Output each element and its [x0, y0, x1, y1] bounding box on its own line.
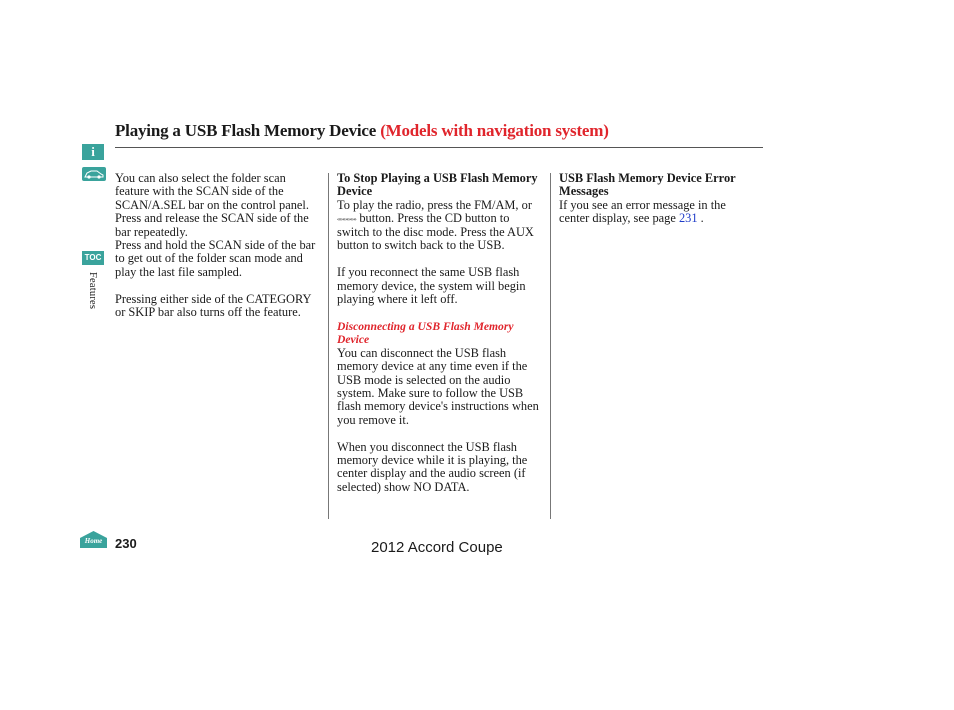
- title-sub: (Models with navigation system): [380, 121, 609, 140]
- page-number: 230: [115, 536, 137, 551]
- col2-paragraph-1: To play the radio, press the FM/AM, or «»»»»»» button. Press the CD button to switch to the disc mode. Press the AUX button to switch back to the USB.: [337, 197, 534, 253]
- toc-icon[interactable]: TOC: [82, 251, 104, 265]
- column-divider-2: [550, 173, 551, 519]
- col1-paragraph-1: You can also select the folder scan feature with the SCAN side of the SCAN/A.SEL bar on the control panel. Press and release the SCAN side of the bar repeatedly.: [115, 171, 309, 239]
- title-rule: [115, 147, 763, 148]
- col2-heading: To Stop Playing a USB Flash Memory Device: [337, 171, 538, 199]
- col2-paragraph-4: When you disconnect the USB flash memory device while it is playing, the center display and the audio screen (if selected) show NO DATA.: [337, 439, 528, 494]
- col1-paragraph-2: Press and hold the SCAN side of the bar to get out of the folder scan mode and play the last file sampled.: [115, 238, 316, 279]
- car-icon[interactable]: [82, 167, 106, 181]
- page-title: [115, 121, 609, 141]
- info-icon[interactable]: i: [82, 144, 104, 160]
- col3-heading: USB Flash Memory Device Error Messages: [559, 171, 736, 199]
- col2-subheading: Disconnecting a USB Flash Memory Device: [337, 319, 514, 347]
- col2-paragraph-2: If you reconnect the same USB flash memory device, the system will begin playing where it left off.: [337, 265, 526, 307]
- section-label: Features: [87, 272, 98, 310]
- home-icon[interactable]: Home: [80, 531, 107, 548]
- col3-paragraph-1: If you see an error message in the center display, see page 231 .: [559, 197, 726, 226]
- page-link[interactable]: 231: [678, 211, 698, 226]
- col1-paragraph-3: Pressing either side of the CATEGORY or SKIP bar also turns off the feature.: [115, 291, 312, 320]
- column-2: [337, 172, 543, 494]
- col2-paragraph-3: You can disconnect the USB flash memory device at any time even if the USB mode is selected on the audio system. Make sure to follow the USB flash memory device's instructions when you remove it.: [337, 345, 539, 427]
- title-main: Playing a USB Flash Memory Device: [115, 121, 377, 140]
- column-divider-1: [328, 173, 329, 519]
- column-1: [115, 172, 320, 319]
- column-3: [559, 172, 754, 226]
- media-button-icon: «»»»»»»: [337, 215, 357, 223]
- model-name: 2012 Accord Coupe: [371, 539, 503, 556]
